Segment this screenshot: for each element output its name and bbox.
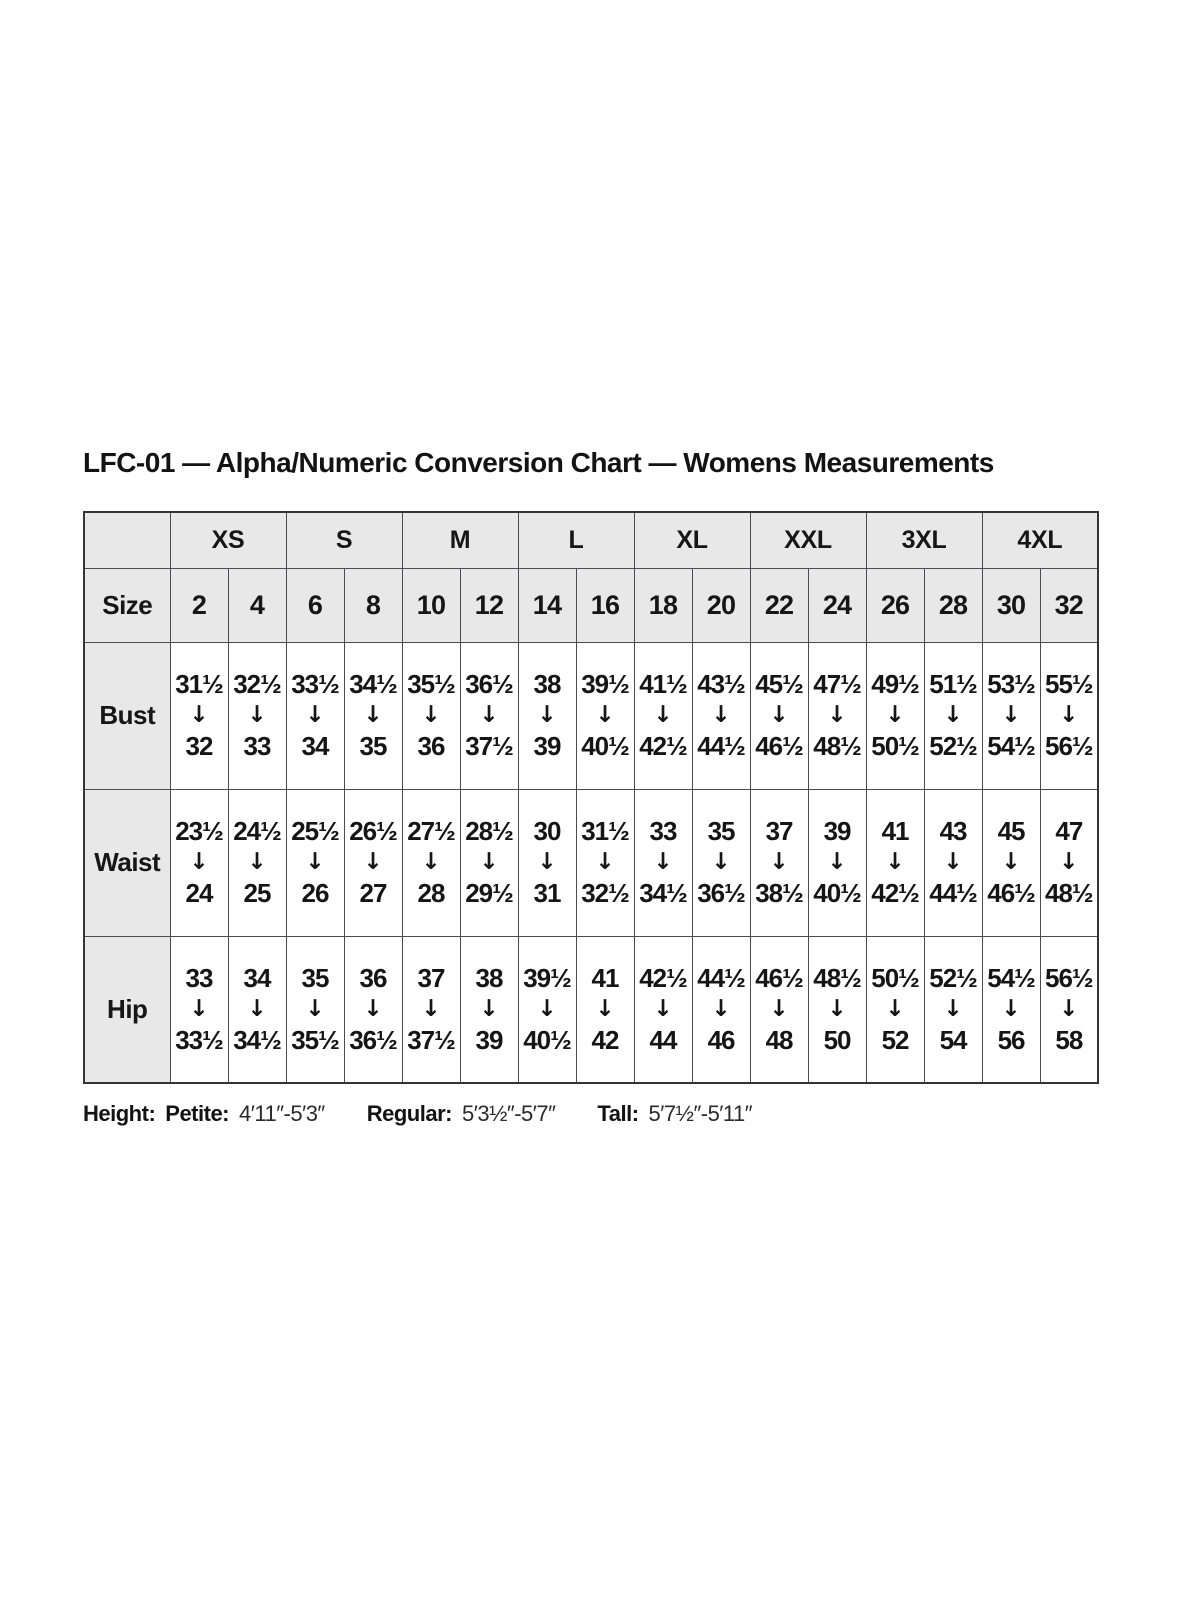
measurement-cell (228, 936, 286, 1083)
measurement-cell (402, 936, 460, 1083)
range-to: 32½ (581, 878, 629, 908)
measurement-cell (634, 789, 692, 936)
measurement-cell (170, 642, 228, 789)
range-from: 41 (591, 962, 619, 993)
measurement-cell (692, 642, 750, 789)
measurement-range (809, 814, 866, 911)
range-to: 42½ (639, 731, 687, 761)
range-from: 53½ (987, 669, 1035, 699)
measurement-cell (808, 642, 866, 789)
range-to: 46 (707, 1024, 735, 1055)
down-arrow-icon: ↓ (595, 702, 615, 728)
down-arrow-icon: ↓ (189, 849, 209, 875)
down-arrow-icon: ↓ (711, 849, 731, 875)
measurement-range (345, 667, 402, 764)
measurement-range (751, 667, 808, 764)
range-to: 40½ (523, 1024, 571, 1055)
measurement-range (751, 814, 808, 911)
measurement-cell (866, 789, 924, 936)
down-arrow-icon: ↓ (189, 995, 209, 1022)
measurement-cell (1040, 642, 1098, 789)
down-arrow-icon: ↓ (1059, 849, 1079, 875)
measurement-cell (460, 936, 518, 1083)
down-arrow-icon: ↓ (595, 995, 615, 1022)
measurement-range (809, 667, 866, 764)
measurement-cell (286, 936, 344, 1083)
range-from: 42½ (639, 962, 687, 993)
measurement-cell (692, 936, 750, 1083)
measurement-range (751, 961, 808, 1058)
numeric-size-header: 30 (982, 568, 1040, 642)
numeric-size-header: 22 (750, 568, 808, 642)
measurement-cell (982, 642, 1040, 789)
measurement-range (635, 667, 692, 764)
measurement-range (461, 667, 518, 764)
measurement-cell (750, 789, 808, 936)
range-from: 27½ (407, 816, 455, 846)
measurement-range (693, 961, 750, 1058)
measurement-cell (576, 642, 634, 789)
range-from: 23½ (175, 816, 223, 846)
measurement-range (635, 814, 692, 911)
measurement-row-label-waist: Waist (84, 789, 170, 936)
range-from: 39 (823, 816, 851, 846)
down-arrow-icon: ↓ (769, 995, 789, 1022)
measurement-cell (576, 936, 634, 1083)
down-arrow-icon: ↓ (653, 995, 673, 1022)
range-from: 30 (533, 816, 561, 846)
range-to: 52½ (929, 731, 977, 761)
measurement-cell (576, 789, 634, 936)
measurement-cell (924, 936, 982, 1083)
range-to: 46½ (987, 878, 1035, 908)
measurement-cell (1040, 789, 1098, 936)
measurement-range (519, 667, 576, 764)
range-from: 31½ (581, 816, 629, 846)
range-from: 47½ (813, 669, 861, 699)
numeric-size-header: 8 (344, 568, 402, 642)
measurement-cell (924, 642, 982, 789)
range-to: 28 (417, 878, 445, 908)
size-chart-sheet (83, 446, 1097, 1127)
numeric-size-header: 16 (576, 568, 634, 642)
measurement-range (983, 667, 1040, 764)
measurement-cell (866, 936, 924, 1083)
range-to: 42½ (871, 878, 919, 908)
measurement-range (577, 814, 634, 911)
alpha-size-header-xxl: XXL (750, 512, 866, 568)
measurement-range (171, 961, 228, 1058)
range-from: 45½ (755, 669, 803, 699)
range-from: 41½ (639, 669, 687, 699)
numeric-size-header: 4 (228, 568, 286, 642)
range-to: 33 (243, 731, 271, 761)
height-entry-label: Petite: (165, 1101, 230, 1126)
range-to: 58 (1055, 1024, 1083, 1055)
measurement-range (229, 961, 286, 1058)
down-arrow-icon: ↓ (827, 702, 847, 728)
down-arrow-icon: ↓ (827, 849, 847, 875)
numeric-size-header: 18 (634, 568, 692, 642)
range-to: 46½ (755, 731, 803, 761)
measurement-range (345, 814, 402, 911)
range-from: 38 (475, 962, 503, 993)
range-to: 36½ (349, 1024, 397, 1055)
measurement-cell (286, 642, 344, 789)
down-arrow-icon: ↓ (421, 849, 441, 875)
measurement-cell (634, 936, 692, 1083)
range-to: 39 (475, 1024, 503, 1055)
range-to: 42 (591, 1024, 619, 1055)
range-from: 43½ (697, 669, 745, 699)
measurement-range (287, 814, 344, 911)
measurement-range (403, 667, 460, 764)
range-from: 33½ (291, 669, 339, 699)
range-from: 38 (533, 669, 561, 699)
measurement-cell (228, 642, 286, 789)
numeric-size-header: 14 (518, 568, 576, 642)
range-to: 39 (533, 731, 561, 761)
range-to: 54 (939, 1024, 967, 1055)
range-to: 24 (185, 878, 213, 908)
range-to: 32 (185, 731, 213, 761)
measurement-cell (924, 789, 982, 936)
range-from: 35½ (407, 669, 455, 699)
measurement-range (519, 814, 576, 911)
down-arrow-icon: ↓ (537, 849, 557, 875)
range-to: 54½ (987, 731, 1035, 761)
down-arrow-icon: ↓ (479, 995, 499, 1022)
measurement-range (983, 814, 1040, 911)
down-arrow-icon: ↓ (885, 995, 905, 1022)
range-from: 31½ (175, 669, 223, 699)
page-title: LFC-01 — Alpha/Numeric Conversion Chart — Womens Measurements (83, 447, 994, 478)
range-from: 35 (301, 962, 329, 993)
range-to: 36½ (697, 878, 745, 908)
range-to: 52 (881, 1024, 909, 1055)
down-arrow-icon: ↓ (421, 702, 441, 728)
measurement-range (171, 814, 228, 911)
range-from: 49½ (871, 669, 919, 699)
down-arrow-icon: ↓ (943, 995, 963, 1022)
conversion-table (83, 511, 1099, 1084)
range-from: 24½ (233, 816, 281, 846)
range-from: 34 (243, 962, 271, 993)
range-from: 46½ (755, 962, 803, 993)
range-to: 38½ (755, 878, 803, 908)
down-arrow-icon: ↓ (479, 849, 499, 875)
alpha-size-header-xs: XS (170, 512, 286, 568)
down-arrow-icon: ↓ (711, 995, 731, 1022)
measurement-range (287, 961, 344, 1058)
measurement-range (229, 814, 286, 911)
range-from: 34½ (349, 669, 397, 699)
height-label: Height: (83, 1101, 156, 1126)
height-entry-value: 4′11″-5′3″ (239, 1101, 325, 1126)
measurement-range (635, 961, 692, 1058)
measurement-range (229, 667, 286, 764)
measurement-cell (344, 936, 402, 1083)
measurement-range (171, 667, 228, 764)
range-from: 33 (185, 962, 213, 993)
measurement-cell (228, 789, 286, 936)
measurement-cell (460, 642, 518, 789)
range-to: 44 (649, 1024, 677, 1055)
height-entry-label: Tall: (597, 1101, 639, 1126)
range-to: 31 (533, 878, 561, 908)
range-to: 40½ (581, 731, 629, 761)
range-from: 36 (359, 962, 387, 993)
range-from: 39½ (581, 669, 629, 699)
range-to: 26 (301, 878, 329, 908)
range-from: 36½ (465, 669, 513, 699)
range-to: 36 (417, 731, 445, 761)
range-from: 54½ (987, 962, 1035, 993)
down-arrow-icon: ↓ (305, 702, 325, 728)
measurement-cell (170, 936, 228, 1083)
measurement-range (693, 667, 750, 764)
measurement-cell (402, 642, 460, 789)
measurement-cell (692, 789, 750, 936)
down-arrow-icon: ↓ (595, 849, 615, 875)
measurement-range (403, 814, 460, 911)
down-arrow-icon: ↓ (1001, 995, 1021, 1022)
measurement-cell (344, 789, 402, 936)
down-arrow-icon: ↓ (943, 849, 963, 875)
alpha-size-header-m: M (402, 512, 518, 568)
measurement-range (577, 961, 634, 1058)
range-to: 34½ (233, 1024, 281, 1055)
down-arrow-icon: ↓ (769, 702, 789, 728)
range-from: 32½ (233, 669, 281, 699)
measurement-range (925, 961, 982, 1058)
measurement-cell (1040, 936, 1098, 1083)
measurement-range (867, 814, 924, 911)
measurement-range (925, 667, 982, 764)
down-arrow-icon: ↓ (943, 702, 963, 728)
measurement-cell (518, 936, 576, 1083)
range-from: 41 (881, 816, 909, 846)
down-arrow-icon: ↓ (885, 702, 905, 728)
size-row-label: Size (84, 568, 170, 642)
range-to: 27 (359, 878, 387, 908)
range-to: 48½ (813, 731, 861, 761)
height-entry-value: 5′7½″-5′11″ (648, 1101, 753, 1126)
measurement-cell (286, 789, 344, 936)
range-to: 56 (997, 1024, 1025, 1055)
range-from: 55½ (1045, 669, 1093, 699)
measurement-range (1041, 961, 1098, 1058)
measurement-range (287, 667, 344, 764)
range-from: 51½ (929, 669, 977, 699)
range-from: 44½ (697, 962, 745, 993)
down-arrow-icon: ↓ (1001, 849, 1021, 875)
numeric-size-header: 10 (402, 568, 460, 642)
alpha-size-header-xl: XL (634, 512, 750, 568)
down-arrow-icon: ↓ (1059, 995, 1079, 1022)
alpha-size-header-4xl: 4XL (982, 512, 1098, 568)
down-arrow-icon: ↓ (247, 849, 267, 875)
measurement-range (809, 961, 866, 1058)
measurement-cell (750, 642, 808, 789)
down-arrow-icon: ↓ (363, 995, 383, 1022)
range-from: 39½ (523, 962, 571, 993)
down-arrow-icon: ↓ (1001, 702, 1021, 728)
height-entry-tall (597, 1101, 752, 1127)
down-arrow-icon: ↓ (1059, 702, 1079, 728)
measurement-cell (750, 936, 808, 1083)
height-note (83, 1101, 1097, 1127)
range-to: 56½ (1045, 731, 1093, 761)
numeric-size-header: 32 (1040, 568, 1098, 642)
down-arrow-icon: ↓ (421, 995, 441, 1022)
down-arrow-icon: ↓ (537, 702, 557, 728)
down-arrow-icon: ↓ (363, 849, 383, 875)
measurement-cell (808, 936, 866, 1083)
height-entry-petite (83, 1101, 325, 1127)
alpha-size-header-l: L (518, 512, 634, 568)
measurement-cell (808, 789, 866, 936)
range-to: 44½ (929, 878, 977, 908)
height-entry-label: Regular: (366, 1101, 452, 1126)
alpha-size-header-s: S (286, 512, 402, 568)
range-from: 45 (997, 816, 1025, 846)
measurement-cell (634, 642, 692, 789)
numeric-size-header: 24 (808, 568, 866, 642)
numeric-size-header: 28 (924, 568, 982, 642)
range-to: 34½ (639, 878, 687, 908)
range-to: 40½ (813, 878, 861, 908)
range-to: 44½ (697, 731, 745, 761)
down-arrow-icon: ↓ (711, 702, 731, 728)
range-to: 50½ (871, 731, 919, 761)
measurement-cell (982, 789, 1040, 936)
down-arrow-icon: ↓ (305, 849, 325, 875)
down-arrow-icon: ↓ (653, 702, 673, 728)
down-arrow-icon: ↓ (537, 995, 557, 1022)
range-from: 56½ (1045, 962, 1093, 993)
range-to: 48½ (1045, 878, 1093, 908)
measurement-range (983, 961, 1040, 1058)
numeric-size-header: 20 (692, 568, 750, 642)
range-to: 37½ (465, 731, 513, 761)
down-arrow-icon: ↓ (479, 702, 499, 728)
measurement-range (867, 667, 924, 764)
range-to: 37½ (407, 1024, 455, 1055)
down-arrow-icon: ↓ (363, 702, 383, 728)
measurement-range (461, 961, 518, 1058)
range-to: 34 (301, 731, 329, 761)
measurement-range (519, 961, 576, 1058)
range-to: 50 (823, 1024, 851, 1055)
range-from: 37 (417, 962, 445, 993)
measurement-cell (344, 642, 402, 789)
height-entry-value: 5′3½″-5′7″ (461, 1101, 556, 1126)
numeric-size-header: 26 (866, 568, 924, 642)
measurement-range (1041, 814, 1098, 911)
measurement-range (461, 814, 518, 911)
measurement-range (345, 961, 402, 1058)
range-from: 47 (1055, 816, 1083, 846)
numeric-size-header: 2 (170, 568, 228, 642)
down-arrow-icon: ↓ (653, 849, 673, 875)
down-arrow-icon: ↓ (305, 995, 325, 1022)
measurement-range (925, 814, 982, 911)
measurement-cell (982, 936, 1040, 1083)
down-arrow-icon: ↓ (769, 849, 789, 875)
alpha-size-header-3xl: 3XL (866, 512, 982, 568)
range-from: 43 (939, 816, 967, 846)
range-from: 25½ (291, 816, 339, 846)
measurement-cell (170, 789, 228, 936)
measurement-range (403, 961, 460, 1058)
down-arrow-icon: ↓ (189, 702, 209, 728)
range-to: 33½ (175, 1024, 223, 1055)
range-from: 48½ (813, 962, 861, 993)
range-from: 35 (707, 816, 735, 846)
range-to: 48 (765, 1024, 793, 1055)
measurement-row-label-hip: Hip (84, 936, 170, 1083)
range-from: 50½ (871, 962, 919, 993)
range-to: 29½ (465, 878, 513, 908)
measurement-row-label-bust: Bust (84, 642, 170, 789)
range-from: 28½ (465, 816, 513, 846)
corner-cell (84, 512, 170, 568)
numeric-size-header: 12 (460, 568, 518, 642)
measurement-range (1041, 667, 1098, 764)
measurement-cell (518, 789, 576, 936)
measurement-range (867, 961, 924, 1058)
measurement-cell (518, 642, 576, 789)
range-from: 33 (649, 816, 677, 846)
measurement-range (577, 667, 634, 764)
measurement-range (693, 814, 750, 911)
range-to: 35½ (291, 1024, 339, 1055)
down-arrow-icon: ↓ (827, 995, 847, 1022)
range-from: 52½ (929, 962, 977, 993)
height-entry-regular (367, 1101, 556, 1127)
measurement-cell (866, 642, 924, 789)
range-from: 37 (765, 816, 793, 846)
range-from: 26½ (349, 816, 397, 846)
down-arrow-icon: ↓ (885, 849, 905, 875)
numeric-size-header: 6 (286, 568, 344, 642)
measurement-cell (460, 789, 518, 936)
range-to: 25 (243, 878, 271, 908)
down-arrow-icon: ↓ (247, 702, 267, 728)
range-to: 35 (359, 731, 387, 761)
measurement-cell (402, 789, 460, 936)
down-arrow-icon: ↓ (247, 995, 267, 1022)
